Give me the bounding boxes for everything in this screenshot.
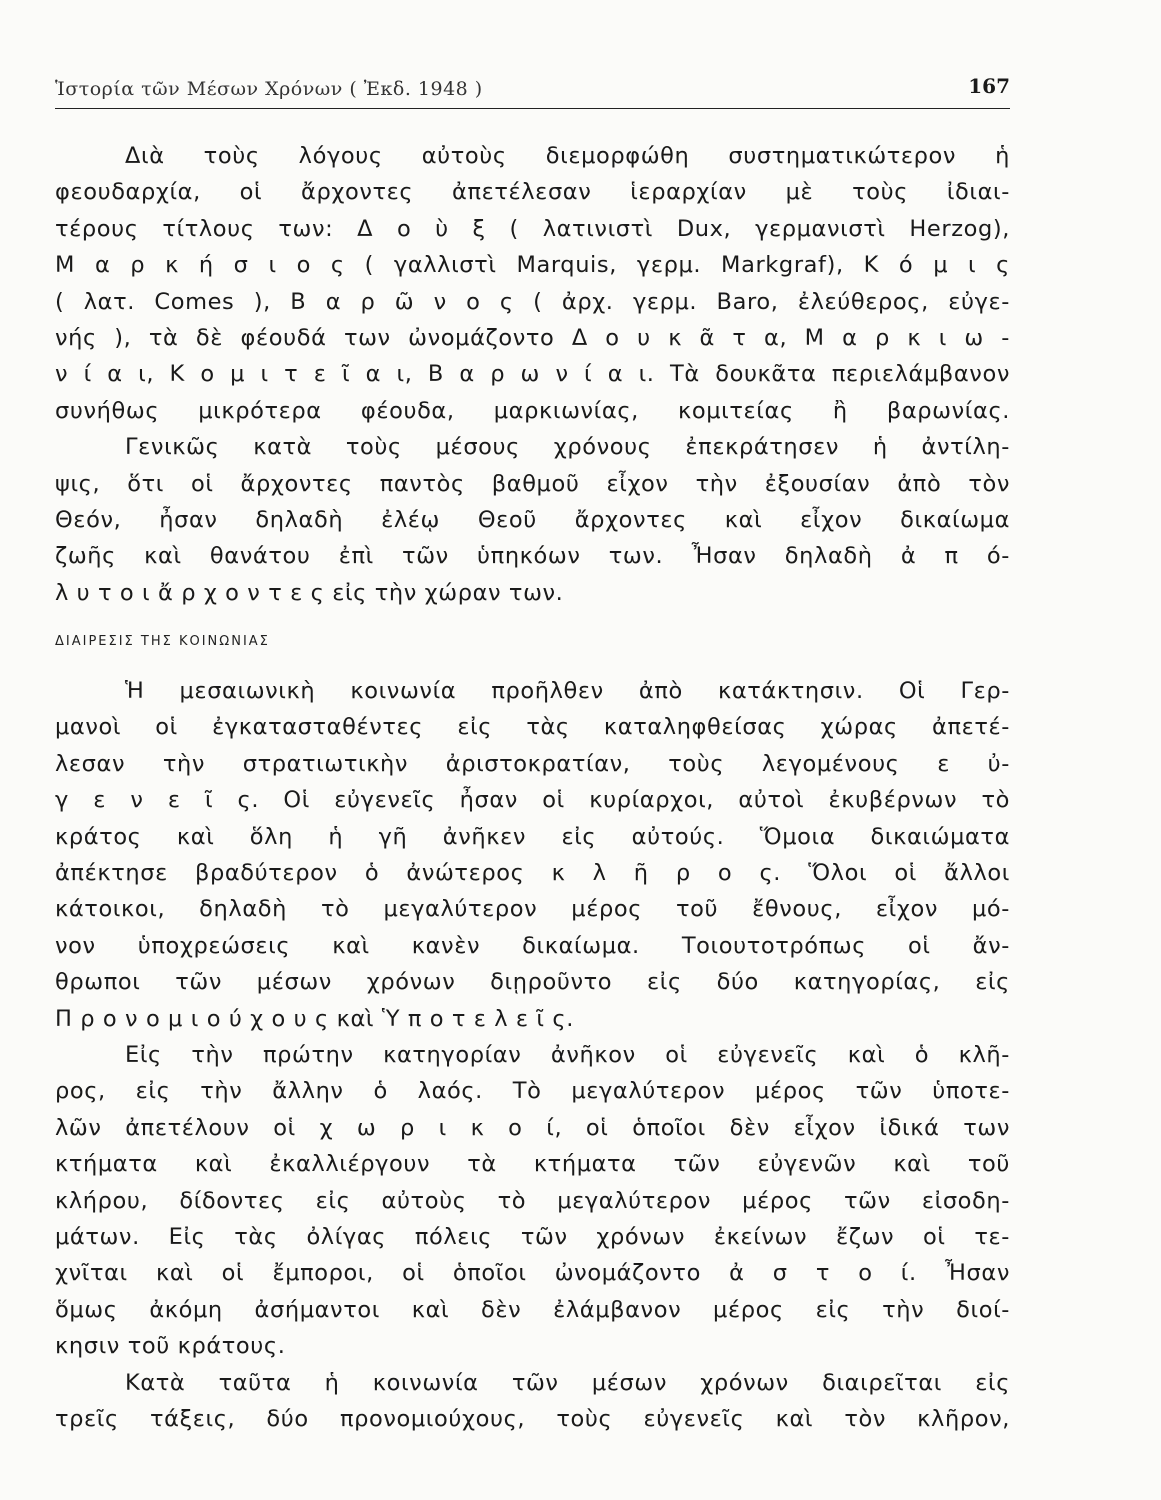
paragraph-5	[55, 1365, 1010, 1438]
page-number: 167	[968, 74, 1010, 98]
text-line: κησιν τοῦ κράτους.	[55, 1333, 286, 1360]
paragraph-4	[55, 1037, 1010, 1365]
running-title: Ἱστορία τῶν Μέσων Χρόνων ( Ἐκδ. 1948 )	[55, 78, 483, 100]
paragraph-2	[55, 429, 1010, 611]
text-line: ἀπέκτησε βραδύτερον ὁ ἀνώτερος κ λ ῆ ρ ο ς. Ὅλοι οἱ ἄλλοι	[55, 860, 1010, 887]
text-line: θρωποι τῶν μέσων χρόνων διῃροῦντο εἰς δύο κατηγορίας, εἰς	[55, 969, 1010, 996]
text-line: κράτος καὶ ὅλη ἡ γῆ ἀνῆκεν εἰς αὐτούς. Ὅμοια δικαιώματα	[55, 823, 1010, 850]
text-line: τέρους τίτλους των: Δ ο ὺ ξ ( λατινιστὶ Dux, γερμανιστὶ Herzog),	[55, 215, 1010, 242]
text-line: Γενικῶς κατὰ τοὺς μέσους χρόνους ἐπεκράτησεν ἡ ἀντίλη-	[125, 434, 1010, 461]
text-line: νον ὑποχρεώσεις καὶ κανὲν δικαίωμα. Τοιουτοτρόπως οἱ ἄν-	[55, 932, 1010, 959]
text-line: Διὰ τοὺς λόγους αὐτοὺς διεμορφώθη συστηματικώτερον ἡ	[125, 143, 1010, 169]
text-line: Μ α ρ κ ή σ ι ο ς ( γαλλιστὶ Marquis, γερμ. Markgraf), Κ ό μ ι ς	[55, 252, 1010, 279]
text-line: τρεῖς τάξεις, δύο προνομιούχους, τοὺς εὐγενεῖς καὶ τὸν κλῆρον,	[55, 1405, 1010, 1432]
text-line: γ ε ν ε ῖ ς. Οἱ εὐγενεῖς ἦσαν οἱ κυρίαρχοι, αὐτοὶ ἐκυβέρνων τὸ	[55, 787, 1010, 814]
section-heading: ΔΙΑΙΡΕΣΙΣ ΤΗΣ ΚΟΙΝΩΝΙΑΣ	[55, 634, 270, 650]
text-line: ρος, εἰς τὴν ἄλλην ὁ λαός. Τὸ μεγαλύτερον μέρος τῶν ὑποτε-	[55, 1078, 1010, 1105]
page-header	[55, 72, 1010, 109]
body-text	[55, 138, 1010, 1437]
text-line: Ἡ μεσαιωνικὴ κοινωνία προῆλθεν ἀπὸ κατάκτησιν. Οἱ Γερ-	[125, 678, 1010, 705]
text-line: λῶν ἀπετέλουν οἱ χ ω ρ ι κ ο ί, οἱ ὁποῖοι δὲν εἶχον ἰδικά των	[55, 1114, 1010, 1141]
text-line: φεουδαρχία, οἱ ἄρχοντες ἀπετέλεσαν ἱεραρχίαν μὲ τοὺς ἰδιαι-	[55, 179, 1010, 206]
text-line: ν ί α ι, Κ ο μ ι τ ε ῖ α ι, Β α ρ ω ν ί α ι. Τὰ δουκᾶτα περιελάμβανον	[55, 361, 1010, 388]
text-line: κάτοικοι, δηλαδὴ τὸ μεγαλύτερον μέρος τοῦ ἔθνους, εἶχον μό-	[55, 896, 1010, 923]
text-line: ( λατ. Comes ), Β α ρ ῶ ν ο ς ( ἀρχ. γερμ. Baro, ἐλεύθερος, εὐγε-	[55, 288, 1010, 315]
text-line: νής ), τὰ δὲ φέουδά των ὠνομάζοντο Δ ο υ κ ᾶ τ α, Μ α ρ κ ι ω -	[55, 324, 1010, 351]
text-line: λ υ τ ο ι ἄ ρ χ ο ν τ ε ς εἰς τὴν χώραν των.	[55, 579, 564, 606]
text-line: ὅμως ἀκόμη ἀσήμαντοι καὶ δὲν ἐλάμβανον μέρος εἰς τὴν διοί-	[55, 1296, 1010, 1323]
text-line: λεσαν τὴν στρατιωτικὴν ἀριστοκρατίαν, τοὺς λεγομένους ε ὐ-	[55, 750, 1010, 777]
text-line: μάτων. Εἰς τὰς ὀλίγας πόλεις τῶν χρόνων ἐκείνων ἔζων οἱ τε-	[55, 1223, 1010, 1250]
text-line: κτήματα καὶ ἐκαλλιέργουν τὰ κτήματα τῶν εὐγενῶν καὶ τοῦ	[55, 1151, 1010, 1178]
text-line: ψις, ὅτι οἱ ἄρχοντες παντὸς βαθμοῦ εἶχον τὴν ἐξουσίαν ἀπὸ τὸν	[55, 470, 1010, 497]
text-line: χνῖται καὶ οἱ ἔμποροι, οἱ ὁποῖοι ὠνομάζοντο ἀ σ τ ο ί. Ἦσαν	[55, 1260, 1010, 1287]
text-line: Π ρ ο ν ο μ ι ο ύ χ ο υ ς καὶ Ὑ π ο τ ε λ ε ῖ ς.	[55, 1005, 574, 1032]
text-line: μανοὶ οἱ ἐγκατασταθέντες εἰς τὰς καταληφθείσας χώρας ἀπετέ-	[55, 714, 1010, 741]
paragraph-1	[55, 138, 1010, 429]
text-line: ζωῆς καὶ θανάτου ἐπὶ τῶν ὑπηκόων των. Ἦσαν δηλαδὴ ἀ π ό-	[55, 543, 1010, 570]
text-line: Κατὰ ταῦτα ἡ κοινωνία τῶν μέσων χρόνων διαιρεῖται εἰς	[125, 1369, 1010, 1396]
text-line: Θεόν, ἦσαν δηλαδὴ ἐλέῳ Θεοῦ ἄρχοντες καὶ εἶχον δικαίωμα	[55, 506, 1010, 533]
paragraph-3	[55, 673, 1010, 1037]
text-line: Εἰς τὴν πρώτην κατηγορίαν ἀνῆκον οἱ εὐγενεῖς καὶ ὁ κλῆ-	[125, 1041, 1010, 1068]
text-line: κλήρου, δίδοντες εἰς αὐτοὺς τὸ μεγαλύτερον μέρος τῶν εἰσοδη-	[55, 1187, 1010, 1214]
text-line: συνήθως μικρότερα φέουδα, μαρκιωνίας, κομιτείας ἢ βαρωνίας.	[55, 397, 1010, 424]
